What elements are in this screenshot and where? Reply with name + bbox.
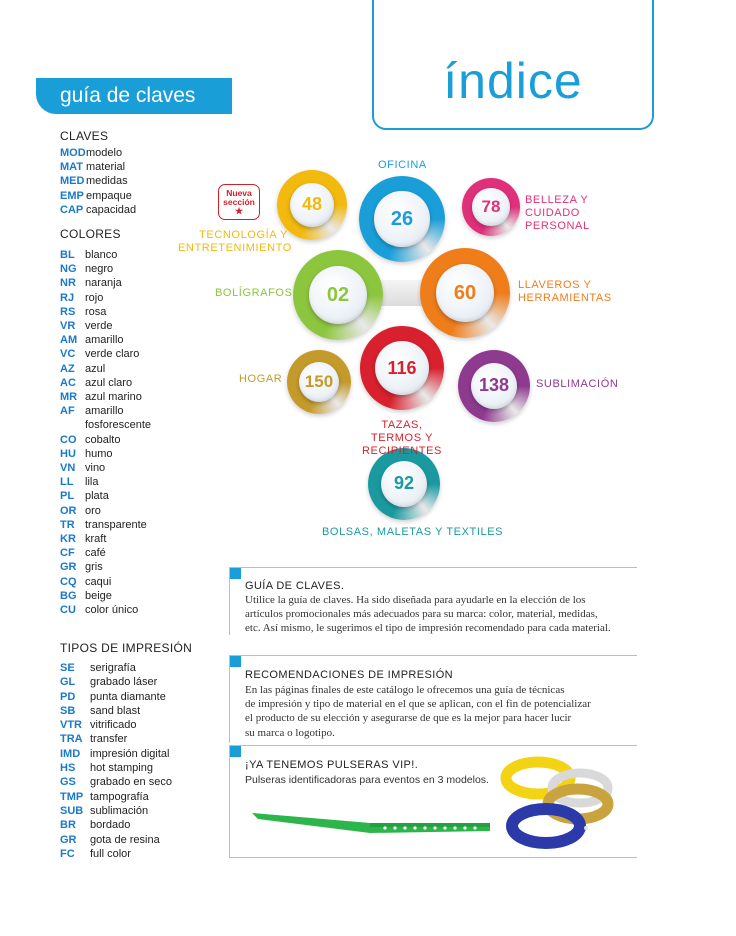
page-number-tazas: 116: [375, 341, 429, 395]
pulseras-body: [245, 773, 489, 787]
colores-row: [60, 347, 165, 361]
key-label: medidas: [86, 175, 128, 188]
key-label: impresión digital: [90, 747, 170, 760]
key-code: GS: [60, 776, 76, 789]
circle-tazas[interactable]: [360, 326, 444, 410]
key-code: MOD: [60, 147, 86, 159]
key-label: oro: [85, 504, 101, 517]
key-label: beige: [85, 589, 112, 602]
key-label: café: [85, 547, 106, 560]
new-section-badge: [218, 184, 260, 220]
impresion-row: [60, 704, 172, 718]
section-divider-vertical: [229, 745, 230, 857]
key-code: PL: [60, 490, 75, 503]
colores-row: [60, 362, 165, 376]
section-divider-vertical: [229, 567, 230, 635]
key-code: BL: [60, 249, 75, 261]
key-label: gris: [85, 561, 103, 574]
page-number-llaveros: 60: [436, 264, 494, 322]
colores-row: [60, 291, 165, 305]
key-code: CO: [60, 433, 77, 446]
recomendaciones-line: En las páginas finales de este catálogo le ofrecemos una guía de técnicas: [245, 684, 565, 696]
section-divider-vertical: [229, 655, 230, 743]
key-code: LL: [60, 476, 74, 489]
key-label: gota de resina: [90, 833, 160, 846]
colores-row: [60, 461, 165, 475]
key-label: kraft: [85, 533, 107, 546]
key-label: empaque: [86, 189, 132, 202]
impresion-row: [60, 761, 172, 775]
label-belleza[interactable]: BELLEZA Y CUIDADO PERSONAL: [525, 194, 590, 232]
key-code: AC: [60, 376, 76, 389]
section-divider: [229, 567, 637, 568]
section-divider: [229, 655, 637, 656]
colores-row: [60, 532, 165, 546]
guia-body: [245, 593, 611, 636]
claves-row: [60, 174, 136, 188]
key-code: IMD: [60, 747, 81, 760]
colores-row: [60, 319, 165, 333]
key-code: RJ: [60, 291, 75, 304]
key-code: VN: [60, 462, 76, 475]
key-label: sand blast: [90, 704, 141, 717]
key-code: MR: [60, 391, 78, 404]
key-label: hot stamping: [90, 762, 153, 775]
key-code: CAP: [60, 203, 84, 216]
key-label: vitrificado: [90, 719, 137, 732]
recomendaciones-title: RECOMENDACIONES DE IMPRESIÓN: [245, 669, 454, 681]
page-number-boligrafos: 02: [309, 266, 367, 324]
key-label: full color: [90, 847, 131, 860]
key-code: VR: [60, 320, 76, 333]
key-label: rosa: [85, 305, 107, 318]
circle-sublimacion[interactable]: [458, 350, 530, 422]
key-label: azul claro: [85, 376, 133, 389]
key-code: FC: [60, 847, 75, 860]
colores-row: [60, 433, 165, 447]
recomendaciones-line: de impresión y tipo de material en el que se aplican, con el fin de potencializar: [245, 698, 591, 711]
claves-heading: CLAVES: [60, 129, 109, 143]
key-label: tampografía: [90, 790, 149, 803]
recomendaciones-body: [245, 683, 591, 740]
colores-row: [60, 518, 165, 532]
circle-oficina[interactable]: [359, 176, 445, 262]
impresion-row: [60, 790, 172, 804]
impresion-row: [60, 833, 172, 847]
label-tecnologia[interactable]: TECNOLOGÍA Y ENTRETENIMIENTO: [178, 229, 292, 254]
key-code: AM: [60, 334, 78, 347]
key-code: RS: [60, 305, 76, 318]
colores-row: [60, 404, 165, 432]
key-label: cobalto: [85, 433, 121, 446]
key-code: TMP: [60, 790, 84, 803]
key-label: serigrafía: [90, 662, 136, 674]
key-code: PD: [60, 690, 76, 703]
colores-row: [60, 489, 165, 503]
badge-line2: sección: [223, 197, 255, 207]
key-code: SUB: [60, 804, 84, 817]
page-number-oficina: 26: [374, 191, 429, 246]
guia-line: artículos promocionales más adecuados para su marca: color, material, medidas,: [245, 608, 598, 621]
page-number-tecnologia: 48: [290, 183, 335, 228]
impresion-row: [60, 804, 172, 818]
impresion-heading: TIPOS DE IMPRESIÓN: [60, 641, 193, 655]
label-tazas[interactable]: TAZAS, TERMOS Y RECIPIENTES: [362, 419, 442, 457]
badge-line1: Nueva: [226, 188, 252, 198]
key-label: plata: [85, 490, 109, 503]
key-label: lila: [85, 476, 99, 489]
key-label: humo: [85, 447, 113, 460]
colores-row: [60, 248, 165, 262]
key-code: AF: [60, 405, 75, 418]
star-icon: ★: [234, 206, 244, 216]
key-code: GL: [60, 676, 76, 689]
key-label: verde claro: [85, 348, 140, 361]
colores-list: [60, 248, 165, 617]
key-label: bordado: [90, 819, 131, 832]
key-code: HU: [60, 447, 76, 460]
key-code: VC: [60, 348, 76, 361]
index-header-box: [372, 0, 654, 130]
colores-row: [60, 390, 165, 404]
key-label: material: [86, 161, 126, 174]
key-code: NG: [60, 263, 77, 276]
impresion-row: [60, 818, 172, 832]
key-label: color único: [85, 604, 139, 617]
colores-row: [60, 603, 165, 617]
key-label: rojo: [85, 291, 104, 304]
colores-row: [60, 504, 165, 518]
wristbands-image: [500, 752, 618, 852]
key-code: GR: [60, 561, 77, 574]
guia-line: Utilice la guía de claves. Ha sido diseñada para ayudarle en la elección de los: [245, 594, 586, 606]
label-oficina[interactable]: OFICINA: [378, 159, 427, 171]
impresion-row: [60, 675, 172, 689]
circle-bolsas[interactable]: [368, 448, 440, 520]
colores-row: [60, 333, 165, 347]
colores-row: [60, 447, 165, 461]
claves-row: [60, 189, 136, 203]
label-boligrafos[interactable]: BOLÍGRAFOS: [215, 287, 293, 299]
key-code: MED: [60, 175, 85, 188]
key-label: amarillo: [85, 334, 124, 347]
key-label: caqui: [85, 575, 112, 588]
colores-row: [60, 475, 165, 489]
key-code: SE: [60, 662, 75, 674]
impresion-row: [60, 661, 172, 675]
key-code: NR: [60, 277, 76, 290]
key-label: modelo: [86, 147, 123, 159]
impresion-row: [60, 847, 172, 861]
pulseras-title: ¡YA TENEMOS PULSERAS VIP!.: [245, 759, 419, 771]
section-marker-icon: [229, 655, 241, 667]
key-label: sublimación: [90, 804, 149, 817]
page-number-bolsas: 92: [381, 461, 427, 507]
impresion-row: [60, 690, 172, 704]
key-label: amarillo fosforescente: [85, 405, 152, 432]
page-title: índice: [443, 53, 583, 109]
section-divider: [229, 745, 637, 746]
section-divider-bottom: [229, 857, 637, 858]
key-code: KR: [60, 533, 76, 546]
key-label: grabado en seco: [90, 776, 172, 789]
key-label: negro: [85, 263, 114, 276]
key-code: OR: [60, 504, 77, 517]
recomendaciones-line: el producto de su elección y asegurarse de que es la mejor para hacer lucir: [245, 712, 572, 725]
colores-row: [60, 575, 165, 589]
circle-boligrafos[interactable]: [293, 250, 383, 340]
page-number-belleza: 78: [472, 188, 509, 225]
key-label: blanco: [85, 249, 118, 261]
label-llaveros[interactable]: LLAVEROS Y HERRAMIENTAS: [518, 279, 612, 304]
key-label: verde: [85, 320, 113, 333]
key-code: CU: [60, 604, 76, 617]
recomendaciones-line: su marca o logotipo.: [245, 726, 335, 739]
key-label: punta diamante: [90, 690, 166, 703]
circle-llaveros[interactable]: [420, 248, 510, 338]
pulseras-line: Pulseras identificadoras para eventos en 3 modelos.: [245, 774, 489, 786]
key-code: AZ: [60, 362, 75, 375]
key-code: SB: [60, 704, 76, 717]
colores-row: [60, 560, 165, 574]
claves-list: [60, 146, 136, 217]
claves-row: [60, 146, 136, 160]
impresion-row: [60, 732, 172, 746]
colores-row: [60, 376, 165, 390]
colores-row: [60, 305, 165, 319]
key-label: naranja: [85, 277, 122, 290]
colores-row: [60, 589, 165, 603]
key-code: TRA: [60, 733, 83, 746]
key-label: grabado láser: [90, 676, 158, 689]
key-code: GR: [60, 833, 77, 846]
circle-hogar[interactable]: [287, 350, 351, 414]
impresion-row: [60, 718, 172, 732]
key-code: VTR: [60, 719, 82, 732]
green-wristband-image: [250, 805, 492, 845]
impresion-row: [60, 747, 172, 761]
key-label: capacidad: [86, 203, 137, 216]
claves-row: [60, 160, 136, 174]
colores-row: [60, 262, 165, 276]
section-marker-icon: [229, 745, 241, 757]
label-sublimacion[interactable]: SUBLIMACIÓN: [536, 378, 619, 390]
impresion-row: [60, 775, 172, 789]
section-marker-icon: [229, 567, 241, 579]
label-bolsas[interactable]: BOLSAS, MALETAS Y TEXTILES: [322, 526, 504, 538]
key-label: vino: [85, 462, 106, 475]
key-label: azul: [85, 362, 106, 375]
key-code: HS: [60, 762, 76, 775]
key-label: transparente: [85, 518, 147, 531]
key-code: CF: [60, 547, 75, 560]
guide-tab: [36, 78, 232, 114]
colores-row: [60, 276, 165, 290]
key-code: CQ: [60, 575, 77, 588]
page-number-sublimacion: 138: [471, 363, 517, 409]
key-code: BG: [60, 589, 77, 602]
impresion-list: [60, 661, 172, 861]
colores-row: [60, 546, 165, 560]
key-code: BR: [60, 819, 76, 832]
circle-belleza[interactable]: [462, 178, 520, 236]
key-code: EMP: [60, 189, 84, 202]
guide-tab-label: guía de claves: [60, 84, 196, 107]
key-code: TR: [60, 518, 75, 531]
key-code: MAT: [60, 161, 84, 174]
label-hogar[interactable]: HOGAR: [239, 373, 283, 385]
guia-title: GUÍA DE CLAVES.: [245, 580, 345, 592]
key-label: azul marino: [85, 391, 142, 404]
guia-line: etc. Así mismo, le sugerimos el tipo de impresión recomendado para cada material.: [245, 622, 611, 635]
colores-heading: COLORES: [60, 227, 121, 241]
page-number-hogar: 150: [299, 362, 340, 403]
key-label: transfer: [90, 733, 128, 746]
claves-row: [60, 203, 136, 217]
